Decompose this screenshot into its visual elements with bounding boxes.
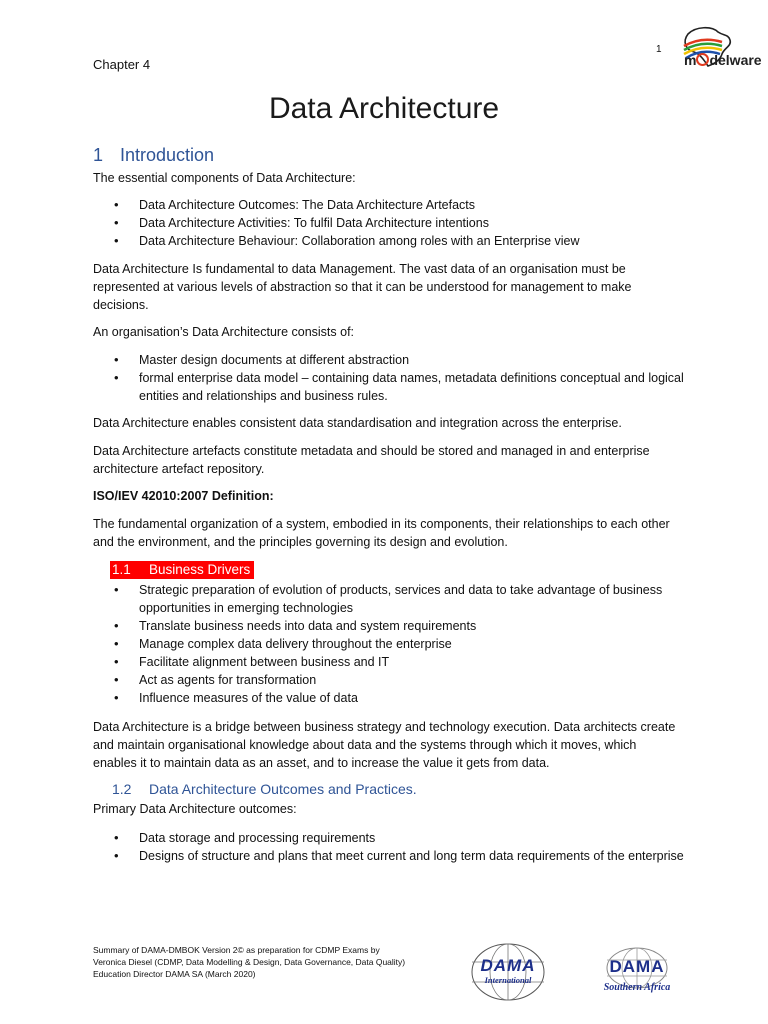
- footer-line: Summary of DAMA-DMBOK Version 2© as preparation for CDMP Exams by: [93, 945, 380, 955]
- footer-text: [93, 944, 453, 980]
- intro-text: The essential components of Data Architecture:: [93, 171, 356, 185]
- paragraph: Data Architecture is a bridge between business strategy and technology execution. Data architects create and maintain organisational knowledge about data and the systems through which it moves, which enables it to maintain data as an asset, and to increase the value it gets from data.: [93, 720, 676, 770]
- subsection-number: 1.1: [112, 562, 131, 577]
- list-item: • Strategic preparation of evolution of products, services and data to take advantage of business opportunities in emerging technologies: [112, 581, 684, 617]
- dama-sa-text: DAMA: [609, 957, 665, 976]
- dama-southern-africa-logo: [592, 946, 682, 998]
- outcomes-list: [112, 829, 684, 865]
- definition-text: The fundamental organization of a system, embodied in its components, their relationships to each other and the environment, and the principles governing its design and evolution.: [93, 517, 670, 549]
- footer-line: Education Director DAMA SA (March 2020): [93, 969, 256, 979]
- list-item: • Influence measures of the value of data: [112, 689, 684, 707]
- dama-international-logo: [468, 942, 548, 1004]
- paragraph: Data Architecture artefacts constitute metadata and should be stored and managed in and enterprise architecture artefact repository.: [93, 444, 650, 476]
- list-item: • Act as agents for transformation: [112, 671, 684, 689]
- page-title: Data Architecture: [268, 92, 500, 125]
- paragraph: An organisation’s Data Architecture consists of:: [93, 325, 355, 339]
- definition-heading: ISO/IEV 42010:2007 Definition:: [93, 489, 274, 503]
- list-item: • Designs of structure and plans that meet current and long term data requirements of the enterprise: [112, 847, 684, 865]
- section-heading-introduction: [93, 145, 214, 166]
- list-item: • Translate business needs into data and system requirements: [112, 617, 684, 635]
- drivers-list: [112, 581, 684, 707]
- list-item: • Master design documents at different abstraction: [112, 351, 684, 369]
- list-item: • Data Architecture Outcomes: The Data Architecture Artefacts: [112, 196, 684, 214]
- list-item: • formal enterprise data model – containing data names, metadata definitions conceptual and logical entities and relationships and business rules.: [112, 369, 684, 405]
- dama-intl-sub: International: [484, 975, 532, 985]
- chapter-label: Chapter 4: [93, 57, 151, 72]
- dama-intl-text: DAMA: [480, 956, 536, 975]
- page-number: 1: [656, 44, 662, 55]
- paragraph: Data Architecture Is fundamental to data Management. The vast data of an organisation must be represented at various levels of abstraction so that it can be understood for management to make decisions.: [93, 262, 632, 312]
- africa-map-icon: [674, 24, 766, 76]
- list-item: • Manage complex data delivery throughout the enterprise: [112, 635, 684, 653]
- section-number: 1: [93, 145, 104, 165]
- dama-sa-sub: Southern Africa: [603, 982, 671, 993]
- list-item: • Data Architecture Activities: To fulfil Data Architecture intentions: [112, 214, 684, 232]
- subsection-heading-outcomes: [112, 781, 417, 797]
- modelware-logo: [674, 24, 766, 76]
- subsection-title: Data Architecture Outcomes and Practices.: [149, 781, 417, 797]
- footer-line: Veronica Diesel (CDMP, Data Modelling & Design, Data Governance, Data Quality): [93, 957, 406, 967]
- outcomes-intro: Primary Data Architecture outcomes:: [93, 802, 297, 816]
- subsection-heading-business-drivers: [110, 561, 254, 579]
- components-list: [112, 196, 684, 250]
- subsection-number: 1.2: [112, 781, 132, 797]
- logo-o-icon: [696, 53, 709, 66]
- subsection-title: Business Drivers: [149, 562, 251, 577]
- section-title: Introduction: [120, 145, 215, 165]
- logo-text-m: m: [684, 52, 697, 68]
- consists-list: [112, 351, 684, 405]
- paragraph: Data Architecture enables consistent data standardisation and integration across the enterprise.: [93, 416, 622, 430]
- logo-text-rest: delware: [709, 52, 762, 68]
- list-item: • Facilitate alignment between business and IT: [112, 653, 684, 671]
- list-item: • Data storage and processing requirements: [112, 829, 684, 847]
- list-item: • Data Architecture Behaviour: Collaboration among roles with an Enterprise view: [112, 232, 684, 250]
